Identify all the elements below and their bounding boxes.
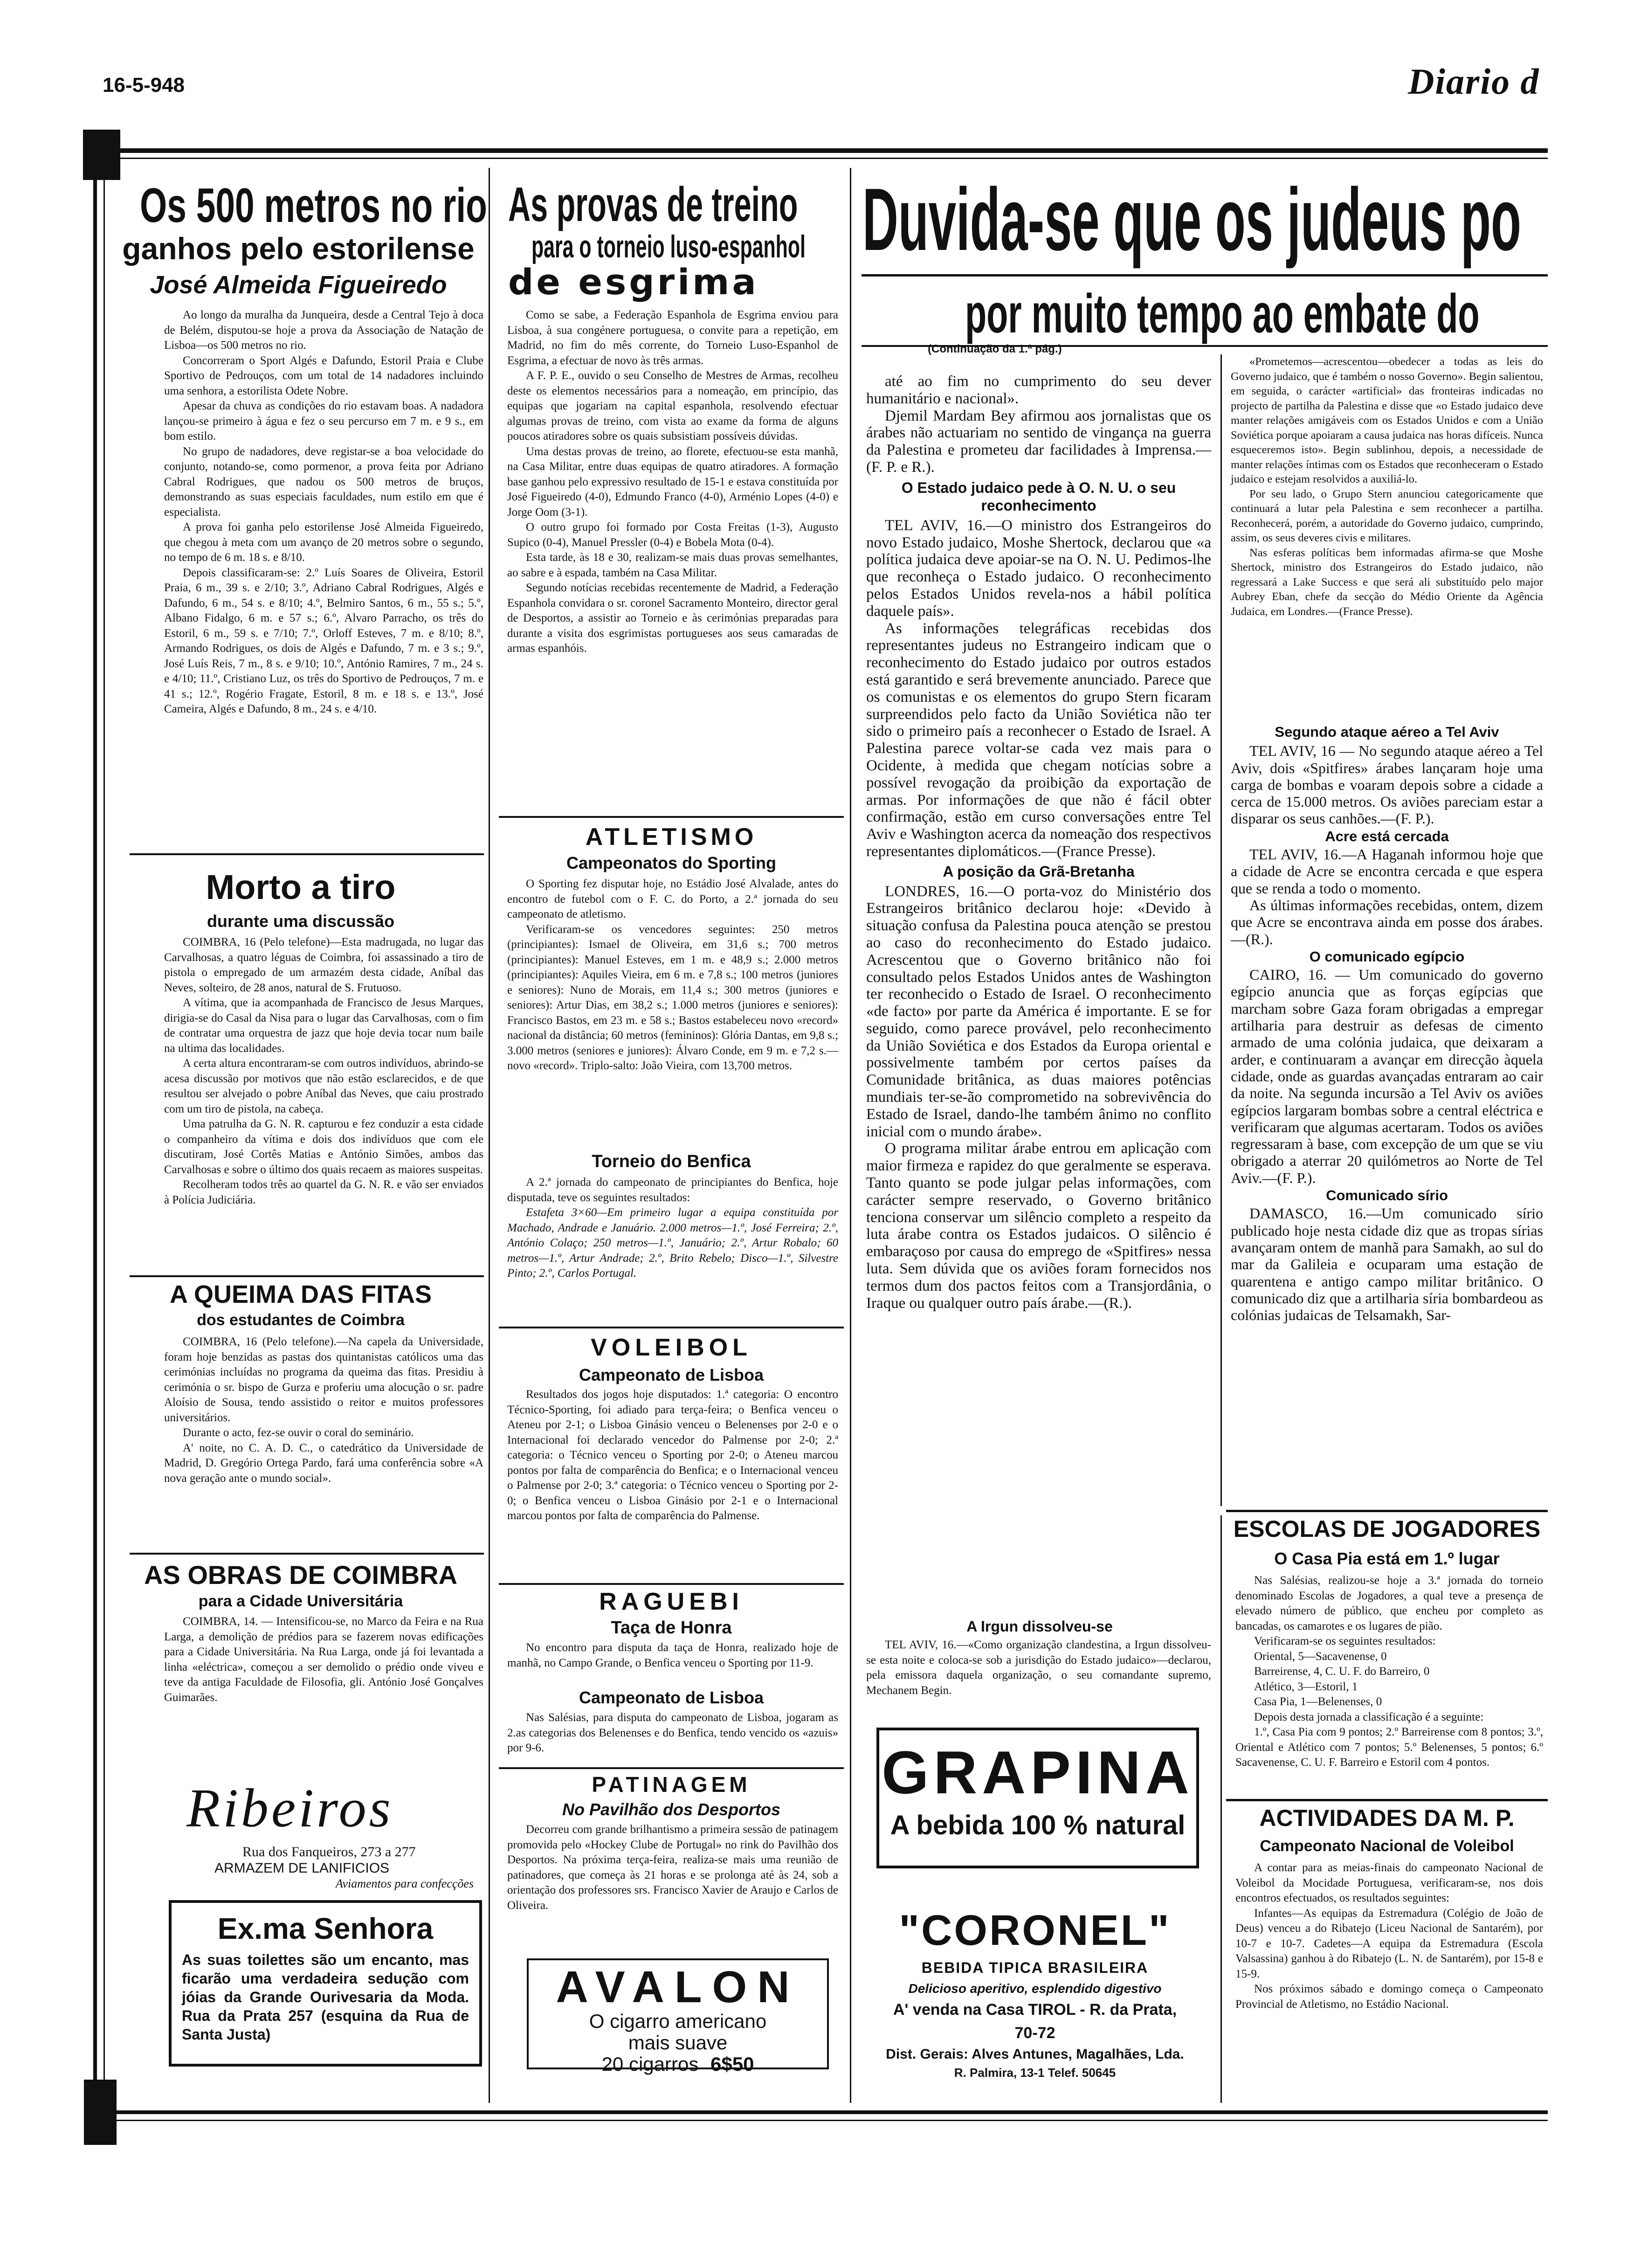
col-divider-3 — [1220, 354, 1222, 1506]
article-body — [507, 1640, 838, 1671]
paragraph: A 2.ª jornada do campeonato de principiantes do Benfica, hoje disputada, teve os seguintes resultados: — [507, 1176, 838, 1204]
subhead: Campeonato de Lisboa — [579, 1365, 764, 1384]
paragraph: A vítima, que ia acompanhada de Francisco de Jesus Marques, dirigia-se do Casal da Nisa para o lugar das Carvalhosas, com o fim de contratar uma orquestra de jazz que hoje devia tocar num baile na ultima das localidades. — [164, 996, 483, 1055]
subhead-benfica: Torneio do Benfica — [592, 1152, 751, 1171]
paragraph: TEL AVIV, 16.—A Haganah informou hoje que a cidade de Acre se encontra cercada e que espera que se renda a todo o momento. — [1231, 846, 1543, 897]
irgun-subhead: A Irgun dissolveu-se — [966, 1618, 1113, 1635]
ad-coronel — [886, 1905, 1184, 2082]
paragraph: Por seu lado, o Grupo Stern anunciou categoricamente que continuará a lutar pela Palestina e sem reconhecer a partilha. Reconhecerá, porém, a autoridade do Governo judaico, cumprindo, assim, os seus deveres civis e militares. — [1231, 487, 1543, 544]
ribeiros-logo: Ribeiros — [186, 1777, 393, 1839]
coronel-line5: R. Palmira, 13-1 Telef. 50645 — [954, 2066, 1116, 2080]
acre-subhead: Acre está cercada — [1325, 828, 1449, 844]
paragraph: A F. P. E., ouvido o seu Conselho de Mestres de Armas, recolheu deste os elementos necessários para a nomeação, em princípio, das equipas que jogariam na capital espanhola, resolvendo efectuar algumas provas de treino, com vista ao exame da forma de alguns poucos atiradores sobre os quais subsistiam possíveis dúvidas. — [507, 369, 838, 443]
paragraph: Depois desta jornada a classificação é a seguinte: — [1254, 1710, 1484, 1723]
headline: AS OBRAS DE COIMBRA — [144, 1560, 458, 1590]
paragraph: Segundo notícias recebidas recentemente de Madrid, a Federação Espanhola convidara o sr. coronel Sacramento Monteiro, director geral de Desportos, a assistir ao Torneio e às cerimónias preparadas para durante a visita dos esgrimistas portugueses aos seus camaradas de armas espanhóis. — [507, 581, 838, 655]
page-date: 16-5-948 — [103, 74, 185, 97]
paragraph: TEL AVIV, 16 — No segundo ataque aéreo a Tel Aviv, dois «Spitfires» árabes lançaram hoje uma carga de bombas e voaram depois sobre a cidade a cerca de 15.000 metros. Os aviões pareciam estar a disparar os seus canhões.—(F. P.). — [1231, 742, 1543, 827]
headline: A QUEIMA DAS FITAS — [170, 1280, 432, 1308]
article-body — [164, 1335, 483, 1486]
avalon-line1: O cigarro americano — [589, 2010, 767, 2032]
subhead: para a Cidade Universitária — [198, 1592, 403, 1610]
headline: PATINAGEM — [592, 1772, 751, 1797]
col-divider-1 — [489, 168, 490, 2103]
avalon-price-row — [529, 2054, 827, 2075]
subhead: durante uma discussão — [207, 912, 395, 931]
article-body — [507, 1822, 838, 1913]
paragraph: Durante o acto, fez-se ouvir o coral do seminário. — [183, 1426, 414, 1439]
subhead-esgrima: de esgrima — [508, 261, 759, 303]
masthead-fragment: Diario d — [1408, 61, 1540, 102]
paragraph: O Sporting fez disputar hoje, no Estádio José Alvalade, antes do encontro de futebol com o F. C. do Porto, a 2.ª jornada do seu campeonato de atletismo. — [507, 878, 838, 920]
bottom-rule — [93, 2110, 1548, 2114]
article-body — [164, 935, 483, 1208]
headline: ACTIVIDADES DA M. P. — [1259, 1805, 1515, 1831]
article-body — [164, 1614, 483, 1705]
gb-subhead: A posição da Grã-Bretanha — [943, 863, 1135, 880]
subhead: No Pavilhão dos Desportos — [562, 1800, 781, 1819]
headline: ESCOLAS DE JOGADORES — [1233, 1516, 1541, 1542]
main-subhead: por muito tempo ao embate do — [965, 283, 1480, 345]
separator — [1226, 1510, 1548, 1512]
avalon-price: 6$50 — [710, 2053, 754, 2075]
sirio-subhead: Comunicado sírio — [1326, 1187, 1448, 1204]
col-divider-4 — [1220, 1515, 1222, 2103]
ribeiros-company: ARMAZEM DE LANIFICIOS — [214, 1860, 390, 1876]
top-rule-thin — [93, 158, 1548, 159]
headline: As provas de treino — [508, 178, 798, 232]
subhead: para o torneio luso-espanhol — [531, 229, 806, 264]
paragraph: Nas esferas políticas bem informadas afirma-se que Moshe Shertock, ministro dos Estrangeiros do Estado judaico, não regressará a Lake Success e que será ali substituído pelo major Aubrey Eban, chefe da secção do Médio Oriente da Agência Judaica, em Londres.—(France Presse). — [1231, 546, 1543, 618]
paragraph: A contar para as meias-finais do campeonato Nacional de Voleibol da Mocidade Portuguesa, verificaram-se, nos dois encontros efectuados, os resultados seguintes: — [1235, 1861, 1543, 1904]
separator — [130, 1553, 484, 1555]
paragraph: Ao longo da muralha da Junqueira, desde a Central Tejo à doca de Belém, disputou-se hoje a prova da Associação de Natação de Lisboa—os 500 metros no rio. — [164, 309, 483, 352]
article-body — [1235, 1573, 1543, 1770]
paragraph: COIMBRA, 14. — Intensificou-se, no Marco da Feira e na Rua Larga, a demolição de prédios para se fazerem novas edificações para a Cidade Universitária. Na Rua Larga, onde já foi levantada a linha «eléctrica», começou a ser demolido o prédio onde viveu e teve da antiga Faculdade de Filosofia, gli. António José Gonçalves Guimarães. — [164, 1615, 483, 1704]
ad-avalon — [527, 1958, 829, 2075]
separator — [1226, 1799, 1548, 1801]
subhead: Campeonato Nacional de Voleibol — [1260, 1837, 1514, 1855]
paragraph: A' noite, no C. A. D. C., o catedrático da Universidade de Madrid, D. Gregório Ortega Pardo, fará uma conferência sobre «A nova geração ante o mundo social». — [164, 1441, 483, 1485]
paragraph: TEL AVIV, 16.—O ministro dos Estrangeiros do novo Estado judaico, Moshe Shertock, declarou que «a política judaica deve apoiar-se na O. N. U. Pedimos-lhe que reconheça o Estado judaico. O reconhecimento pelos Estados Unidos revela-nos a hábil política daquele país». — [866, 517, 1211, 620]
top-rule — [93, 148, 1548, 153]
column-a-irgun — [866, 1638, 1211, 1698]
paragraph: O outro grupo foi formado por Costa Freitas (1-3), Augusto Supico (0-4), Manuel Pressler (0-4) e Bobela Mota (0-4). — [507, 521, 838, 549]
paragraph: CAIRO, 16. — Um comunicado do governo egípcio anuncia que as forças egípcias que marcham sobre Gaza foram obrigadas a empregar artilharia para destruir as defesas de cimento armado de uma colónia judaica, que deixaram a arder, e continuaram a avançar em direcção àquela cidade, onde as guardas avançadas entraram ao cair da noite. Na segunda incursão a Tel Aviv os aviões egípcios largaram bombas sobre a central eléctrica e verificaram que algumas acertaram. Todos os aviões regressaram à base, com excepção de um que se viu obrigado a aterrar 20 quilómetros ao Norte de Tel Aviv.—(F. P.). — [1231, 966, 1543, 1186]
paragraph: No encontro para disputa da taça de Honra, realizado hoje de manhã, no Campo Grande, o Benfica venceu o Sporting por 11-9. — [507, 1641, 838, 1669]
article-body — [1235, 1860, 1543, 2012]
paragraph: Verificaram-se os vencedores seguintes: 250 metros (principiantes): Ismael de Oliveira, em 31,6 s.; 700 metros (principiantes): Manuel Esteves, em 1 m. e 48,9 s.; 2.000 metros (principiantes): Aquiles Vieira, em 6 m. e 7,8 s.; 100 metros (juniores e seniores): Nuno de Morais, em 11,4 s.; 300 metros (juniores e seniores): Artur Dias, em 38,2 s.; 1.000 metros (juniores e seniores): Francisco Bastos, em 23 m. e 58 s.; Bastos estabeleceu novo «record» nacional da distância; 60 metros (femininos): Glória Dantas, em 9,8 s.; 3.000 metros (seniores e juniores): Álvaro Conde, em 9 m. e 7,2 s.—novo «record». Triplo-salto: João Vieira, com 13,700 metros. — [507, 923, 838, 1072]
paragraph: Djemil Mardam Bey afirmou aos jornalistas que os árabes não actuariam no sentido de vingança na guerra da Palestina e prometeu dar facilidades à Imprensa.—(F. P. e R.). — [866, 407, 1211, 476]
result-line: Oriental, 5—Sacavenense, 0 — [1254, 1650, 1387, 1663]
paragraph: «Prometemos—acrescentou—obedecer a todas as leis do Governo judaico, que é também o nosso Governo». Begin salientou, em seguida, o carácter «artificial» das fronteiras indicadas no projecto de partilha da Palestina e disse que «o Estado judaico deve manter relações amigáveis com os Estados Unidos e com a União Soviética porque apoiaram a causa judaica nas horas difíceis. Nunca esqueceremos isto». Begin sublinhou, depois, a necessidade de manter relações íntimas com os Estados que reconheceram o Estado judaico e estejam resolvidos a auxiliá-lo. — [1231, 355, 1543, 485]
paragraph: 1.º, Casa Pia com 9 pontos; 2.º Barreirense com 8 pontos; 3.º, Oriental e Atlético com 7 pontos; 5.º Belenenses, 5 pontos; 6.º Sacavenense, C. U. F. Barreiro e Estoril com 4 pontos. — [1235, 1726, 1543, 1769]
paragraph: Nas Salésias, realizou-se hoje a 3.ª jornada do torneio denominado Escolas de Jogadores, a qual teve a presença de elevado número de público, que encheu por completo as bancadas, os camarotes e os lugares de pião. — [1235, 1574, 1543, 1632]
coronel-line2: Delicioso aperitivo, esplendido digestivo — [908, 1981, 1162, 1996]
paragraph: Recolheram todos três ao quartel da G. N. R. e vão ser enviados à Polícia Judiciária. — [164, 1178, 483, 1206]
coronel-line1: BEBIDA TIPICA BRASILEIRA — [921, 1959, 1149, 1976]
ribeiros-tagline: Aviamentos para confecções — [336, 1877, 474, 1890]
separator — [499, 816, 844, 818]
separator — [130, 1275, 484, 1277]
subhead: ganhos pelo estorilense — [122, 231, 475, 266]
paragraph: No grupo de nadadores, deve registar-se a boa velocidade do conjunto, notando-se, como pormenor, a prova feita por Adriano Cabral Rodrigues, que nadou os 500 metros de bruços, demonstrando as suas especiais faculdades, num estilo em que é especialista. — [164, 445, 483, 519]
left-frame-rule — [93, 154, 97, 2112]
egipcio-subhead: O comunicado egípcio — [1309, 948, 1465, 965]
paragraph: As informações telegráficas recebidas dos representantes judeus no Estrangeiro indicam que o reconhecimento do Estado judaico por outros estados está garantido e será brevemente anunciado. Parece que os comunistas e os elementos do grupo Stern ficaram surpreendidos pelo facto da União Soviética não ter sido o primeiro país a reconhecer o Estado de Israel. A Palestina parece voltar-se cada vez mais para o Ocidente, à medida que chegam notícias sobre a possível revogação da proibição da exportação de armas. Por informações de que não é fácil obter confirmação, estão em curso conversações entre Tel Aviv e Washington acerca da nomeação dos respectivos representantes diplomáticos.—(France Presse). — [866, 620, 1211, 860]
byline: José Almeida Figueiredo — [150, 271, 447, 299]
paragraph: COIMBRA, 16 (Pelo telefone).—Na capela da Universidade, foram hoje benzidas as pastas dos quintanistas católicos uma das cerimónias incluídas no programa da queima das fitas. Presidiu à cerimónia o sr. bispo de Gurza e proferiu uma alocução o sr. padre Aloísio de Sousa, tendo assistido o reitor e muitos professores universitários. — [164, 1335, 483, 1424]
subhead-campeonato: Campeonato de Lisboa — [579, 1688, 764, 1707]
article-body — [507, 877, 838, 1074]
grapina-slogan: A bebida 100 % natural — [890, 1810, 1186, 1840]
paragraph: até ao fim no cumprimento do seu dever humanitário e nacional». — [866, 373, 1211, 407]
ribeiros-address: Rua dos Fanqueiros, 273 a 277 — [242, 1844, 416, 1860]
left-bar-block — [83, 130, 120, 180]
ad-ourivesaria — [169, 1900, 482, 2067]
main-headline: Duvida-se que os judeus po — [862, 170, 1521, 269]
headline: ATLETISMO — [585, 823, 758, 850]
paragraph: Concorreram o Sport Algés e Dafundo, Estoril Praia e Clube Sportivo de Pedrouços, com um total de 14 nadadores incluindo uma senhora, a estorilista Odete Nobre. — [164, 354, 483, 397]
paragraph: A prova foi ganha pelo estorilense José Almeida Figueiredo, que chegou à meta com um avanço de 20 metros sobre o segundo, no tempo de 6 m. 18 s. e 8/10. — [164, 521, 483, 564]
paragraph: Estafeta 3×60—Em primeiro lugar a equipa constituída por Machado, Andrade e Januário. 2.000 metros—1.º, José Ferreira; 2.º, António Colaço; 250 metros—1.º, Januário; 2.º, Artur Robalo; 60 metros—1.º, Artur Andrade; 2.º, Brito Rebelo; Disco—1.º, Silvestre Pinto; 2.º, Carlos Portugal. — [507, 1206, 838, 1279]
separator — [499, 1767, 844, 1769]
paragraph: Infantes—As equipas da Estremadura (Colégio de João de Deus) venceu a do Ribatejo (Liceu Nacional de Santarém), por 10-7 e 10-7. Cadetes—A equipa da Estremadura (Escola Valsassina) ganhou à do Ribatejo (L. N. de Santarém), por 15-8 e 15-9. — [1235, 1907, 1543, 1980]
result-line: Atlético, 3—Estoril, 1 — [1254, 1680, 1358, 1693]
left-frame-rule-thin — [103, 161, 105, 2110]
paragraph: O programa militar árabe entrou em aplicação com maior firmeza e rapidez do que geralmente se esperava. Tanto quanto se pode julgar pelas informações, com carácter sempre reservado, o Governo britânico tenciona conservar um silêncio completo a respeito da luta árabe contra os Estados judaicos. O silêncio é embaraçoso por causa do emprego de «Spitfires» nessa luta. Sem dúvida que os aviões foram fornecidos nos termos dum dos pactos feitos com a Transjordânia, o Iraque ou qualquer outro país árabe.—(R.). — [866, 1140, 1211, 1312]
avalon-brand: AVALON — [556, 1962, 800, 2012]
paragraph: Nas Salésias, para disputa do campeonato de Lisboa, jogaram as 2.as categorias dos Belenenses e do Benfica, tendo vencido os «azuis» por 9-6. — [507, 1711, 838, 1754]
paragraph: Decorreu com grande brilhantismo a primeira sessão de patinagem promovida pelo «Hockey Clube de Portugal» no rink do Pavilhão dos Desportos. Na próxima terça-feira, realiza-se mais uma reunião de patinadores, que começa às 21 horas e se prolonga até às 24, sob a orientação dos professores srs. Francisco Xavier de Araujo e Carlos de Oliveira. — [507, 1823, 838, 1912]
subhead: Taça de Honra — [611, 1618, 732, 1638]
paragraph: Nos próximos sábado e domingo começa o Campeonato Provincial de Atletismo, no Estádio Nacional. — [1235, 1983, 1543, 2011]
article-body — [164, 308, 483, 717]
separator — [499, 1327, 844, 1328]
headline: RAGUEBI — [599, 1588, 744, 1615]
article-body-benfica — [507, 1175, 838, 1281]
paragraph: A certa altura encontraram-se com outros indivíduos, abrindo-se acesa discussão por motivos que não estão esclarecidos, e de que resultou ser alvejado o pobre Aníbal das Neves, que caiu prostrado com um tiro de pistola, na cabeça. — [164, 1057, 483, 1115]
subhead: O Casa Pia está em 1.º lugar — [1274, 1549, 1500, 1568]
subhead: dos estudantes de Coimbra — [197, 1311, 405, 1329]
column-b — [1231, 354, 1543, 619]
separator — [130, 853, 484, 855]
headline-rule — [862, 274, 1548, 277]
paragraph: COIMBRA, 16 (Pelo telefone)—Esta madrugada, no lugar das Carvalhosas, a quatro léguas de Coimbra, foi assassinado a tiro de pistola o empregado de um armazém desta cidade, Aníbal das Neves, solteiro, de 28 anos, natural de S. Frutuoso. — [164, 936, 483, 994]
continuation-note: (Continuação da 1.ª pág.) — [928, 343, 1062, 355]
bottom-rule-thin — [93, 2120, 1548, 2121]
separator — [499, 1583, 844, 1585]
article-body-2 — [507, 1710, 838, 1756]
ad-text: As suas toilettes são um encanto, mas ficarão uma verdadeira sedução com jóias da Grande Ourivesaria da Moda. Rua da Prata 257 (esquina da Rua de Santa Justa) — [182, 1951, 469, 2043]
column-a — [866, 373, 1211, 1312]
coronel-brand: "CORONEL" — [899, 1907, 1171, 1954]
paragraph: Uma patrulha da G. N. R. capturou e fez conduzir a esta cidade o companheiro da vítima e dois dos indivíduos que com ele discutiram, José Cortês Matias e António Simões, ambos das Carvalhosas e sobre o último dos quais recaem as maiores suspeitas. — [164, 1118, 483, 1176]
paragraph: Resultados dos jogos hoje disputados: 1.ª categoria: O encontro Técnico-Sporting, foi adiado para terça-feira; o Benfica venceu o Ateneu por 2-1; o Lisboa Ginásio venceu o Belenenses por 2-0 e o Internacional foi declarado vencedor do Palmense por 2-0; 2.ª categoria: o Técnico venceu o Sporting por 2-0; o Ateneu marcou pontos por falta de comparência do Benfica; e o Internacional venceu o Palmense por 2-0; 3.ª categoria: o Técnico venceu o Sporting por 2-0; o Benfica venceu o Lisboa Ginásio por 2-1 e o Internacional marcou pontos por falta de comparência do Palmense. — [507, 1388, 838, 1522]
onu-subhead: O Estado judaico pede à O. N. U. o seu reconhecimento — [901, 479, 1176, 514]
subhead: Campeonatos do Sporting — [566, 853, 776, 872]
paragraph: Verificaram-se os seguintes resultados: — [1254, 1635, 1436, 1647]
paragraph: Esta tarde, às 18 e 30, realizam-se mais duas provas semelhantes, ao sabre e à espada, também na Casa Militar. — [507, 551, 838, 579]
paragraph: TEL AVIV, 16.—«Como organização clandestina, a Irgun dissolveu-se esta noite e coloca-se sob a jurisdição do Estado judaico»—declarou, pela emissora daquela organização, o seu comandante supremo, Mechanem Begin. — [866, 1639, 1211, 1697]
paragraph: Uma destas provas de treino, ao florete, efectuou-se esta manhã, na Casa Militar, entre duas equipas de quatro atiradores. A formação base ganhou pelo expressivo resultado de 15-1 e estava constituída por José Figueiredo (4-0), Edmundo Franco (4-0), Arménio Lopes (4-0) e Jorge Oom (3-1). — [507, 445, 838, 519]
coronel-line3: A' venda na Casa TIROL - R. da Prata, 70-72 — [893, 2001, 1177, 2042]
paragraph: DAMASCO, 16.—Um comunicado sírio publicado hoje nesta cidade diz que as tropas sírias avançaram ontem de manhã para Samakh, ao sul do mar da Galileia e ocuparam uma estação de quarentena e antigo campo militar britânico. O comunicado diz que a artilharia síria bombardeou as colónias judaicas de Telsamakh, Sar- — [1231, 1205, 1543, 1324]
coronel-line4: Dist. Gerais: Alves Antunes, Magalhães, Lda. — [886, 2047, 1184, 2062]
paragraph: As últimas informações recebidas, ontem, dizem que Acre se encontrava ainda em posse dos árabes.—(R.). — [1231, 896, 1543, 947]
headline: VOLEIBOL — [591, 1334, 752, 1361]
paragraph: Como se sabe, a Federação Espanhola de Esgrima enviou para Lisboa, à sua congénere portuguesa, o convite para a repetição, em Madrid, no fim do mês corrente, do Torneio Luso-Espanhol de Esgrima, a efectuar de novo às três armas. — [507, 309, 838, 367]
col-divider-2 — [850, 168, 851, 2103]
article-body — [507, 1387, 838, 1524]
paragraph: Apesar da chuva as condições do rio estavam boas. A nadadora lançou-se primeiro à água e fez o seu percurso em 7 m. e 9 s., em bom estilo. — [164, 400, 483, 443]
result-line: Casa Pia, 1—Belenenses, 0 — [1254, 1695, 1382, 1708]
avalon-line2: mais suave — [628, 2032, 728, 2054]
column-b-news — [1231, 723, 1543, 1323]
paragraph: LONDRES, 16.—O porta-voz do Ministério dos Estrangeiros britânico declarou hoje: «Devido à situação confusa da Palestina pouca atenção se prestou ao caso do reconhecimento do Estado judaico. Acrescentou que o Governo britânico não foi consultado pelos Estados Unidos antes de Washington ter reconhecido o Estado de Israel. O reconhecimento «de facto» por parte da América é importante. E se for seguido, como parece provável, pelo reconhecimento da União Soviética e dos Estados da Europa oriental e possivelmente também por certos países da Comunidade britânica, as duas maiores potências mundiais ter-se-ão comprometido na sobrevivência do Estado de Israel, dando-lhe também ânimo no conflito inicial com o mundo árabe». — [866, 883, 1211, 1140]
headline: Morto a tiro — [206, 868, 396, 906]
paragraph: Depois classificaram-se: 2.º Luís Soares de Oliveira, Estoril Praia, 6 m., 39 s. e 2/10; 3.º, Adriano Cabral Rodrigues, Algés e Dafundo, 6 m., 54 s. e 8/10; 4.º, Belmiro Santos, 6 m., 55 s.; 5.º, Albano Fidalgo, 6 m. e 57 s.; 6.º, Alvaro Parracho, os três do Estoril, 6 m., 59 s. e 7/10; 7.º, Orloff Esteves, 7 m. e 8/10; 8.º, Armando Rodrigues, os dois de Algés e Dafundo, 7 m. e 3 s.; 9.º, José Luís Reis, 7 m., 8 s. e 9/10; 10.º, António Ramires, 7 m., 24 s. e 4/10; 11.º, Cristiano Luz, os três do Sportivo de Pedrouços, 7 m. e 41 s.; 12.º, Rogério Fragate, Estoril, 8 m. e 18 s. e 13.º, José Cameira, Algés e Dafundo, 8 m., 24 s. e 4/10. — [164, 566, 483, 715]
avalon-line3: 20 cigarros — [601, 2053, 699, 2075]
result-line: Barreirense, 4, C. U. F. do Barreiro, 0 — [1254, 1665, 1430, 1678]
ad-title: Ex.ma Senhora — [217, 1912, 434, 1945]
telaviv-subhead: Segundo ataque aéreo a Tel Aviv — [1275, 724, 1499, 740]
article-body — [507, 308, 838, 657]
headline: Os 500 metros no rio — [140, 179, 487, 233]
ad-grapina — [876, 1728, 1199, 1868]
grapina-brand: GRAPINA — [882, 1738, 1194, 1806]
